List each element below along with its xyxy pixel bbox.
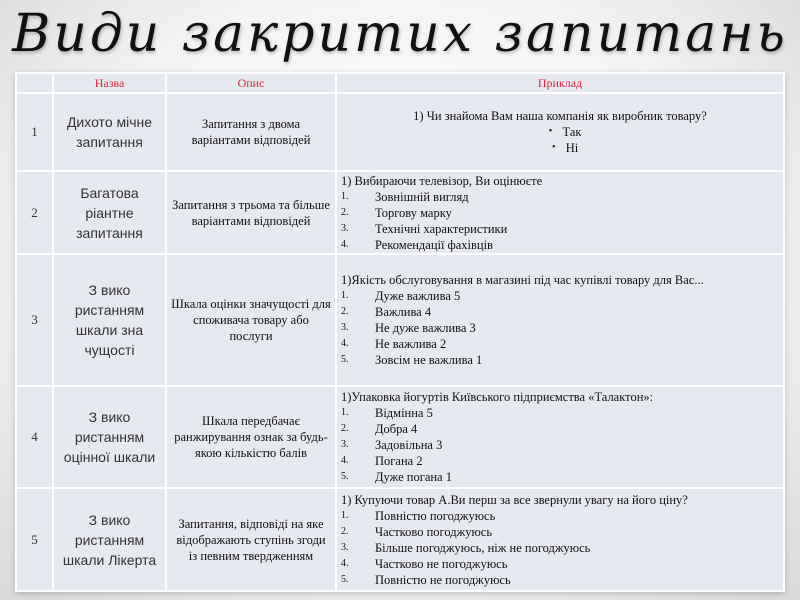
- example-question: 1) Чи знайома Вам наша компанія як виробник товару?: [413, 109, 707, 123]
- question-type-name: Багатова ріантне запитання: [53, 171, 166, 254]
- list-marker: •: [551, 142, 556, 153]
- answer-text: Ні: [565, 141, 579, 155]
- header-name: Назва: [53, 73, 166, 93]
- answer-text: Дуже важлива 5: [375, 289, 461, 303]
- answer-list: [341, 189, 779, 253]
- table-row: [16, 488, 784, 591]
- answer-option: [341, 221, 779, 237]
- question-types-table: [15, 72, 785, 592]
- row-number: 3: [16, 254, 53, 386]
- example-cell: [336, 488, 784, 591]
- answer-text: Рекомендації фахівців: [375, 237, 493, 252]
- table-row: [16, 254, 784, 386]
- answer-option: [341, 469, 779, 485]
- question-type-name: З вико ристанням шкали Лікерта: [53, 488, 166, 591]
- answer-option: [341, 288, 779, 304]
- answer-option: [341, 336, 779, 352]
- header-desc: Опис: [166, 73, 336, 93]
- answer-text: Погана 2: [375, 454, 423, 468]
- question-type-description: Запитання з двома варіантами відповідей: [166, 93, 336, 171]
- example-question: 1) Купуючи товар А.Ви перш за все звернули увагу на його ціну?: [341, 492, 688, 507]
- answer-option: [341, 205, 779, 221]
- answer-text: Повністю не погоджуюсь: [375, 572, 511, 587]
- list-marker: 3.: [341, 541, 349, 553]
- list-marker: 2.: [341, 423, 349, 434]
- answer-text: Відмінна 5: [375, 406, 433, 420]
- question-type-name: Дихото мічне запитання: [53, 93, 166, 171]
- list-marker: 4.: [341, 557, 349, 569]
- answer-option: [341, 556, 779, 572]
- answer-option: [341, 405, 779, 421]
- list-marker: 3.: [341, 222, 349, 234]
- answer-option: [341, 508, 779, 524]
- example-question: 1)Якість обслуговування в магазині під час купівлі товару для Вас...: [341, 273, 704, 287]
- list-marker: 4.: [341, 338, 349, 349]
- answer-option: [341, 540, 779, 556]
- row-number: 5: [16, 488, 53, 591]
- answer-option: [341, 352, 779, 368]
- answer-text: Частково погоджуюсь: [375, 524, 493, 539]
- answer-option: [341, 237, 779, 253]
- answer-text: Частково не погоджуюсь: [375, 556, 508, 571]
- list-marker: 2.: [341, 525, 349, 537]
- answer-text: Важлива 4: [375, 305, 432, 319]
- example-cell: [336, 254, 784, 386]
- answer-option: [341, 320, 779, 336]
- list-marker: 2.: [341, 206, 349, 218]
- row-number: 4: [16, 386, 53, 488]
- list-marker: 3.: [341, 322, 349, 333]
- answer-text: Технічні характеристики: [375, 221, 508, 236]
- answer-text: Зовсім не важлива 1: [375, 353, 483, 367]
- list-marker: 5.: [341, 573, 349, 585]
- answer-list: [341, 288, 779, 368]
- answer-text: Більше погоджуюсь, ніж не погоджуюсь: [375, 540, 591, 555]
- answer-option: [341, 524, 779, 540]
- answer-option: [341, 304, 779, 320]
- answer-text: Зовнішній вигляд: [375, 189, 469, 204]
- table-row: [16, 93, 784, 171]
- answer-list: [341, 508, 779, 588]
- row-number: 2: [16, 171, 53, 254]
- answer-list: [341, 405, 779, 485]
- answer-text: Не дуже важлива 3: [375, 321, 476, 335]
- list-marker: 3.: [341, 439, 349, 450]
- list-marker: •: [548, 126, 553, 137]
- answer-text: Торгову марку: [375, 205, 452, 220]
- list-marker: 4.: [341, 455, 349, 466]
- question-type-name: З вико ристанням оцінної шкали: [53, 386, 166, 488]
- answer-option: [341, 189, 779, 205]
- example-cell: [336, 386, 784, 488]
- answer-text: Дуже погана 1: [375, 470, 452, 484]
- answer-option: [341, 572, 779, 588]
- answer-text: Добра 4: [375, 422, 418, 436]
- header-row: [16, 73, 784, 93]
- answer-list: [341, 124, 779, 156]
- slide-title: Види закритих запитань: [12, 4, 788, 64]
- answer-option: [341, 453, 779, 469]
- row-number: 1: [16, 93, 53, 171]
- list-marker: 5.: [341, 471, 349, 482]
- question-type-description: Запитання, відповіді на яке відображають ступінь згоди із певним твердженням: [166, 488, 336, 591]
- question-type-description: Запитання з трьома та більше варіантами відповідей: [166, 171, 336, 254]
- question-type-name: З вико ристанням шкали зна чущості: [53, 254, 166, 386]
- example-cell: [336, 171, 784, 254]
- question-type-description: Шкала оцінки значущості для споживача товару або послуги: [166, 254, 336, 386]
- header-example: Приклад: [336, 73, 784, 93]
- question-type-description: Шкала передбачає ранжирування ознак за будь- якою кількістю балів: [166, 386, 336, 488]
- list-marker: 1.: [341, 290, 349, 301]
- list-marker: 4.: [341, 238, 349, 250]
- example-cell: [336, 93, 784, 171]
- example-question: 1)Упаковка йогуртів Київського підприємства «Талактон»:: [341, 390, 654, 404]
- list-marker: 2.: [341, 306, 349, 317]
- example-question: 1) Вибираючи телевізор, Ви оцінюєте: [341, 173, 543, 188]
- answer-text: Повністю погоджуюсь: [375, 508, 496, 523]
- answer-text: Не важлива 2: [375, 337, 447, 351]
- answer-text: Так: [562, 125, 582, 139]
- table-row: [16, 171, 784, 254]
- answer-option: [341, 437, 779, 453]
- answer-text: Задовільна 3: [375, 438, 443, 452]
- list-marker: 1.: [341, 407, 349, 418]
- header-num: [16, 73, 53, 93]
- list-marker: 1.: [341, 509, 349, 521]
- answer-option: [341, 124, 779, 140]
- answer-option: [341, 140, 779, 156]
- table-row: [16, 386, 784, 488]
- list-marker: 1.: [341, 190, 349, 202]
- list-marker: 5.: [341, 354, 349, 365]
- answer-option: [341, 421, 779, 437]
